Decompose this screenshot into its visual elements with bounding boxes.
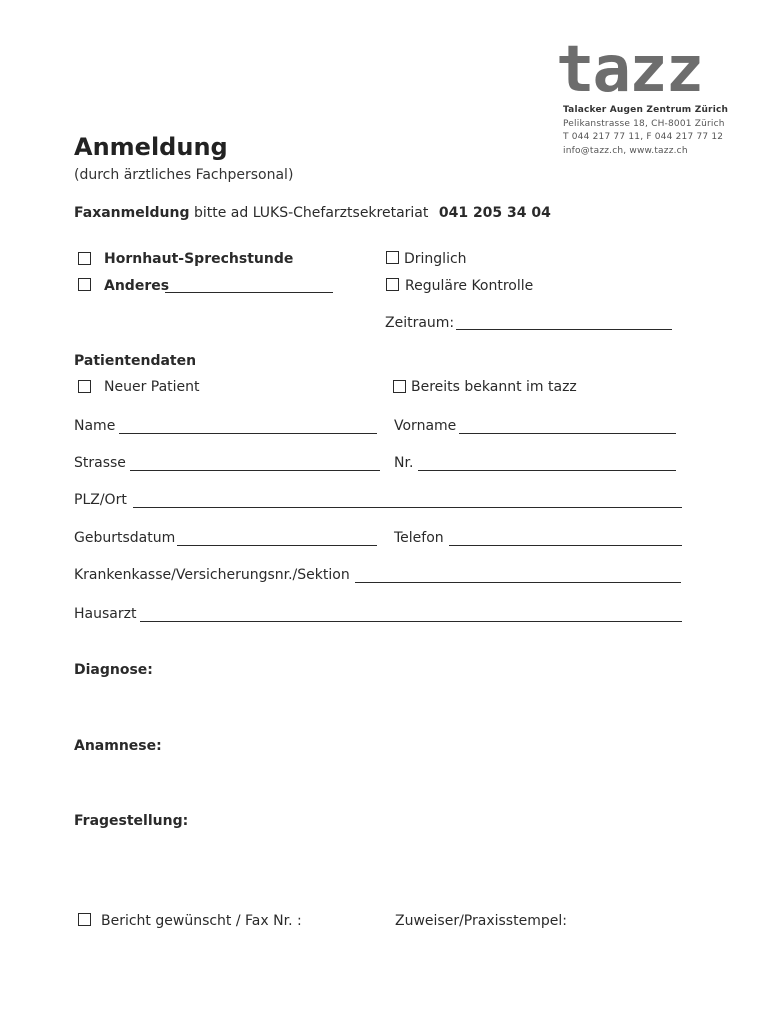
- clinic-name: Talacker Augen Zentrum Zürich: [563, 105, 729, 115]
- dringlich-label: Dringlich: [404, 251, 467, 267]
- vorname-field[interactable]: [459, 433, 676, 434]
- telefon-field[interactable]: [449, 545, 682, 546]
- patient-heading: Patientendaten: [74, 353, 197, 369]
- anamnese-heading: Anamnese:: [74, 738, 162, 754]
- hausarzt-field[interactable]: [140, 621, 682, 622]
- anderes-label: Anderes: [104, 278, 170, 294]
- page-subtitle: (durch ärztliches Fachpersonal): [74, 167, 294, 183]
- bekannt-label: Bereits bekannt im tazz: [411, 379, 577, 395]
- nr-field[interactable]: [418, 470, 676, 471]
- zuweiser-label: Zuweiser/Praxisstempel:: [395, 913, 567, 929]
- dringlich-checkbox[interactable]: [386, 251, 399, 264]
- bericht-label: Bericht gewünscht / Fax Nr. :: [101, 913, 302, 929]
- page-title: Anmeldung: [74, 133, 228, 161]
- bekannt-checkbox[interactable]: [393, 380, 406, 393]
- hausarzt-label: Hausarzt: [74, 606, 137, 622]
- strasse-field[interactable]: [130, 470, 380, 471]
- fax-number: 041 205 34 04: [438, 205, 551, 221]
- zeitraum-field[interactable]: [456, 329, 672, 330]
- fax-label: Faxanmeldung: [74, 205, 190, 221]
- diagnose-heading: Diagnose:: [74, 662, 153, 678]
- fragestellung-heading: Fragestellung:: [74, 813, 189, 829]
- strasse-label: Strasse: [74, 455, 126, 471]
- neuer-patient-checkbox[interactable]: [78, 380, 91, 393]
- clinic-phone: T 044 217 77 11, F 044 217 77 12: [563, 132, 724, 142]
- clinic-web: info@tazz.ch, www.tazz.ch: [563, 146, 688, 156]
- hornhaut-label: Hornhaut-Sprechstunde: [104, 251, 294, 267]
- tazz-logo: tazz: [556, 33, 703, 107]
- krankenkasse-field[interactable]: [355, 582, 681, 583]
- anderes-checkbox[interactable]: [78, 278, 91, 291]
- plz-label: PLZ/Ort: [74, 492, 127, 508]
- bericht-checkbox[interactable]: [78, 913, 91, 926]
- plz-field[interactable]: [133, 507, 682, 508]
- fax-instruction: [74, 205, 551, 221]
- kontrolle-checkbox[interactable]: [386, 278, 399, 291]
- anderes-field[interactable]: [165, 292, 333, 293]
- nr-label: Nr.: [394, 455, 414, 471]
- geburtsdatum-field[interactable]: [177, 545, 377, 546]
- zeitraum-label: Zeitraum:: [385, 315, 455, 331]
- hornhaut-checkbox[interactable]: [78, 252, 91, 265]
- name-label: Name: [74, 418, 116, 434]
- geburtsdatum-label: Geburtsdatum: [74, 530, 176, 546]
- fax-text: bitte ad LUKS-Chefarztsekretariat: [193, 205, 429, 221]
- krankenkasse-label: Krankenkasse/Versicherungsnr./Sektion: [74, 567, 350, 583]
- telefon-label: Telefon: [394, 530, 444, 546]
- kontrolle-label: Reguläre Kontrolle: [405, 278, 534, 294]
- neuer-patient-label: Neuer Patient: [104, 379, 200, 395]
- clinic-street: Pelikanstrasse 18, CH-8001 Zürich: [563, 119, 725, 129]
- vorname-label: Vorname: [394, 418, 457, 434]
- name-field[interactable]: [119, 433, 377, 434]
